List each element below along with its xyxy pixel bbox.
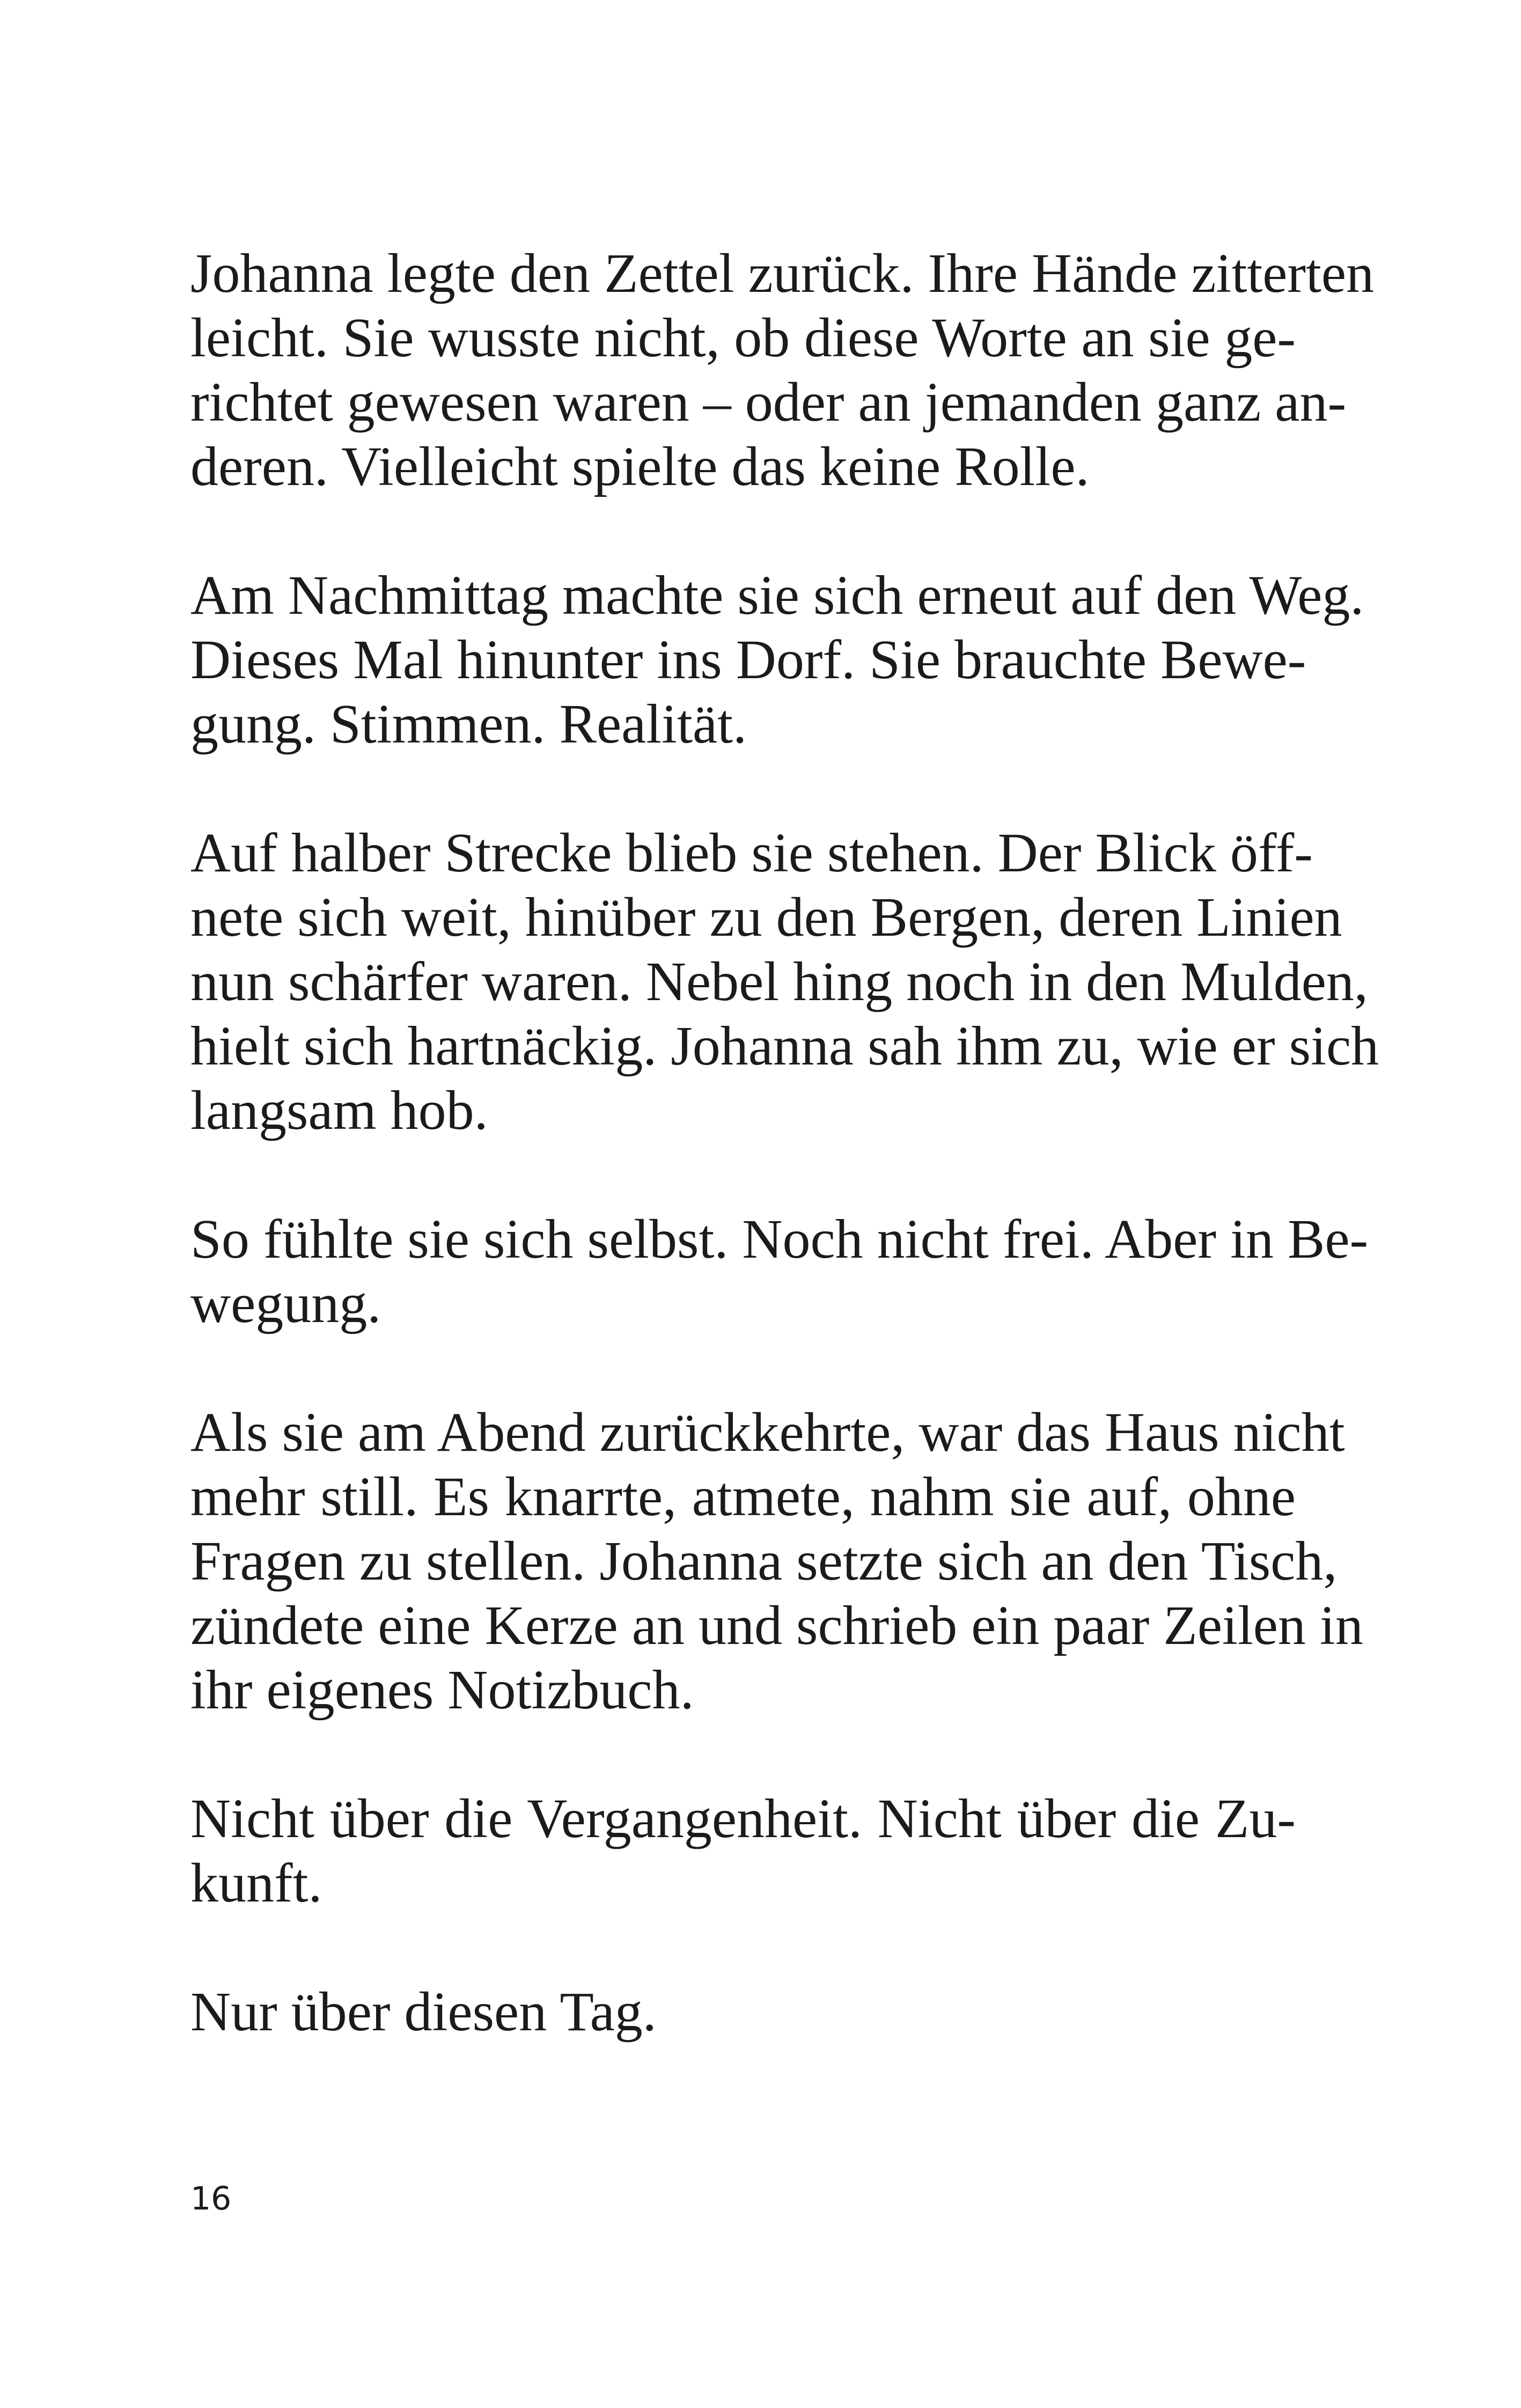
paragraph-4 <box>190 1207 1369 1336</box>
text-line: zündete eine Kerze an und schrieb ein paar Zeilen in <box>190 1595 1363 1656</box>
text-line: Nur über diesen Tag. <box>190 1981 657 2043</box>
text-line: Am Nachmittag machte sie sich erneut auf den Weg. <box>190 564 1364 626</box>
text-line: wegung. <box>190 1273 381 1334</box>
text-line: kunft. <box>190 1852 322 1914</box>
paragraph-5 <box>190 1400 1363 1722</box>
body-text <box>190 241 1379 2109</box>
text-line: langsam hob. <box>190 1080 488 1141</box>
paragraph-3 <box>190 821 1379 1143</box>
text-line: Dieses Mal hinunter ins Dorf. Sie brauchte Bewe- <box>190 629 1306 691</box>
text-line: Fragen zu stellen. Johanna setzte sich an den Tisch, <box>190 1530 1338 1592</box>
text-line: nun schärfer waren. Nebel hing noch in den Mulden, <box>190 951 1368 1012</box>
text-line: Als sie am Abend zurückkehrte, war das Haus nicht <box>190 1401 1345 1463</box>
text-line: Johanna legte den Zettel zurück. Ihre Hände zitterten <box>190 243 1375 304</box>
paragraph-7 <box>190 1980 1296 2044</box>
text-line: leicht. Sie wusste nicht, ob diese Worte an sie ge- <box>190 307 1296 369</box>
paragraph-2 <box>190 563 1364 757</box>
text-line: ihr eigenes Notizbuch. <box>190 1659 694 1721</box>
paragraph-6 <box>190 1787 1296 1915</box>
paragraph-1 <box>190 241 1375 499</box>
text-line: deren. Vielleicht spielte das keine Rolle. <box>190 436 1090 497</box>
text-line: nete sich weit, hinüber zu den Bergen, deren Linien <box>190 886 1342 948</box>
text-line: mehr still. Es knarrte, atmete, nahm sie auf, ohne <box>190 1466 1296 1528</box>
text-line: hielt sich hartnäckig. Johanna sah ihm zu, wie er sich <box>190 1015 1379 1077</box>
page-number: 16 <box>190 2180 232 2218</box>
text-line: Auf halber Strecke blieb sie stehen. Der Blick öff- <box>190 822 1313 884</box>
text-line: Nicht über die Vergangenheit. Nicht über die Zu- <box>190 1788 1296 1849</box>
text-line: So fühlte sie sich selbst. Noch nicht frei. Aber in Be- <box>190 1208 1369 1270</box>
text-line: richtet gewesen waren – oder an jemanden ganz an- <box>190 371 1347 433</box>
text-line: gung. Stimmen. Realität. <box>190 693 747 755</box>
